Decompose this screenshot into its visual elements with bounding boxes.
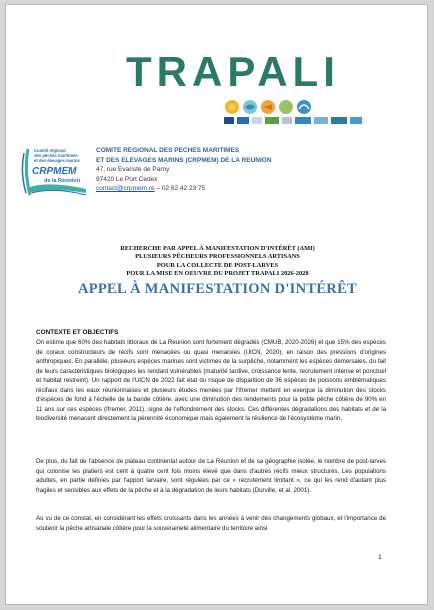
ami-header-line4: POUR LA MISE EN OEUVRE DU PROJET TRAPALI 2026-2028 xyxy=(126,270,309,278)
email-link[interactable]: contact@crpmem.re xyxy=(96,185,155,193)
crpmem-address-block xyxy=(96,146,272,194)
crpmem-logo-line3: et des élevages marins xyxy=(34,158,80,163)
crpmem-logo-acronym: CRPMEM xyxy=(32,166,77,177)
crpmem-logo-line2: des pêches maritimes xyxy=(34,153,78,158)
document-page xyxy=(5,4,428,605)
org-name-line2: ET DES ELEVAGES MARINS (CRPMEM) DE LA REUNION xyxy=(96,156,272,164)
ami-header-line1: RECHERCHE PAR APPEL À MANIFESTATION D'INTÉRÊT (AMI) xyxy=(120,245,315,252)
trapali-marine-icons xyxy=(220,97,370,117)
section-heading: CONTEXTE ET OBJECTIFS xyxy=(36,329,119,336)
ami-header xyxy=(6,245,428,279)
city-address: 97420 Le Port Cedex xyxy=(96,175,158,183)
paragraph-context: On estime que 60% des habitats littoraux de La Réunion sont fortement dégradés (CMUB, 2020-2026) et que 15% des espèces de coraux constructeurs de récifs sont menacées ou quasi menacées (UICN, 2020), en raison des pressions d'origines anthropiques. En parallèle, plusieurs espèces marines sont victimes de la surpêche, notamment les espèces démersales, du fait de leurs caractéristiques biologiques les rendant vulnérables (maturité tardive, croissance lente, recrutement intense et ponctuel et habitat restreint). Un rapport de l'UICN de 2022 fait état du risque de disparition de 36 espèces de poissons emblématiques récifaux dans les eaux réunionnaises et plusieurs études menées par l'Ifremer mettent en exergue la diminution des stocks d'espèces de fond à l'échelle de la bande côtière, avec une diminution des rendements pour la petite pêche côtière de 90% en 11 ans sur ces espèces (Ifremer, 2011), signe de l'effondrement des stocks. Ces différentes dégradations des habitats et de la biodiversité menacent directement la pérennité économique mais également la résilience de l'écosystème marin. xyxy=(36,339,386,422)
org-name-line1: COMITE REGIONAL DES PECHES MARITIMES xyxy=(96,147,240,154)
contact-line xyxy=(96,184,272,194)
crpmem-logo-line1: Comité régional xyxy=(34,148,66,153)
paragraph-conclusion: Au vu de ce constat, en considérant les effets croissants dans les années à venir des changements globaux, et l'importance de soutenir la pêche artisanale côtière pour la souveraineté alimentaire du territoire ainsi xyxy=(36,515,386,532)
street-address: 47, rue Evariste de Parny xyxy=(96,166,170,174)
paragraph-plateau: De plus, du fait de l'absence de plateau continental autour de La Réunion et de sa géographie isolée, le nombre de post-larves qui colonise les platiers est cent à quatre cent fois moins élevé que dans d'autres récifs mieux structurés. Les populations adultes, en partie définies par l'apport larvaire, sont régulées par ce « recrutement limitant », ce qui les rend d'autant plus fragiles et sensibles aux effets de la pêche et à la dégradation de leurs habitats (Durville, et al. 2001). xyxy=(36,458,386,494)
trapali-logo: TRAPALI xyxy=(126,48,340,95)
crpmem-logo-place: de la Réunion xyxy=(44,178,81,184)
crpmem-logo xyxy=(20,143,90,203)
phone-number: – 02 62 42 23 75 xyxy=(154,185,206,193)
partner-logos xyxy=(224,115,374,125)
ami-header-line2: PLUSIEURS PÊCHEURS PROFESSIONNELS ARTISANS xyxy=(135,253,300,261)
ami-header-line3: POUR LA COLLECTE DE POST-LARVES xyxy=(156,261,279,269)
document-title: APPEL À MANIFESTATION D'INTÉRÊT xyxy=(77,281,358,297)
page-number: 1 xyxy=(378,554,382,561)
